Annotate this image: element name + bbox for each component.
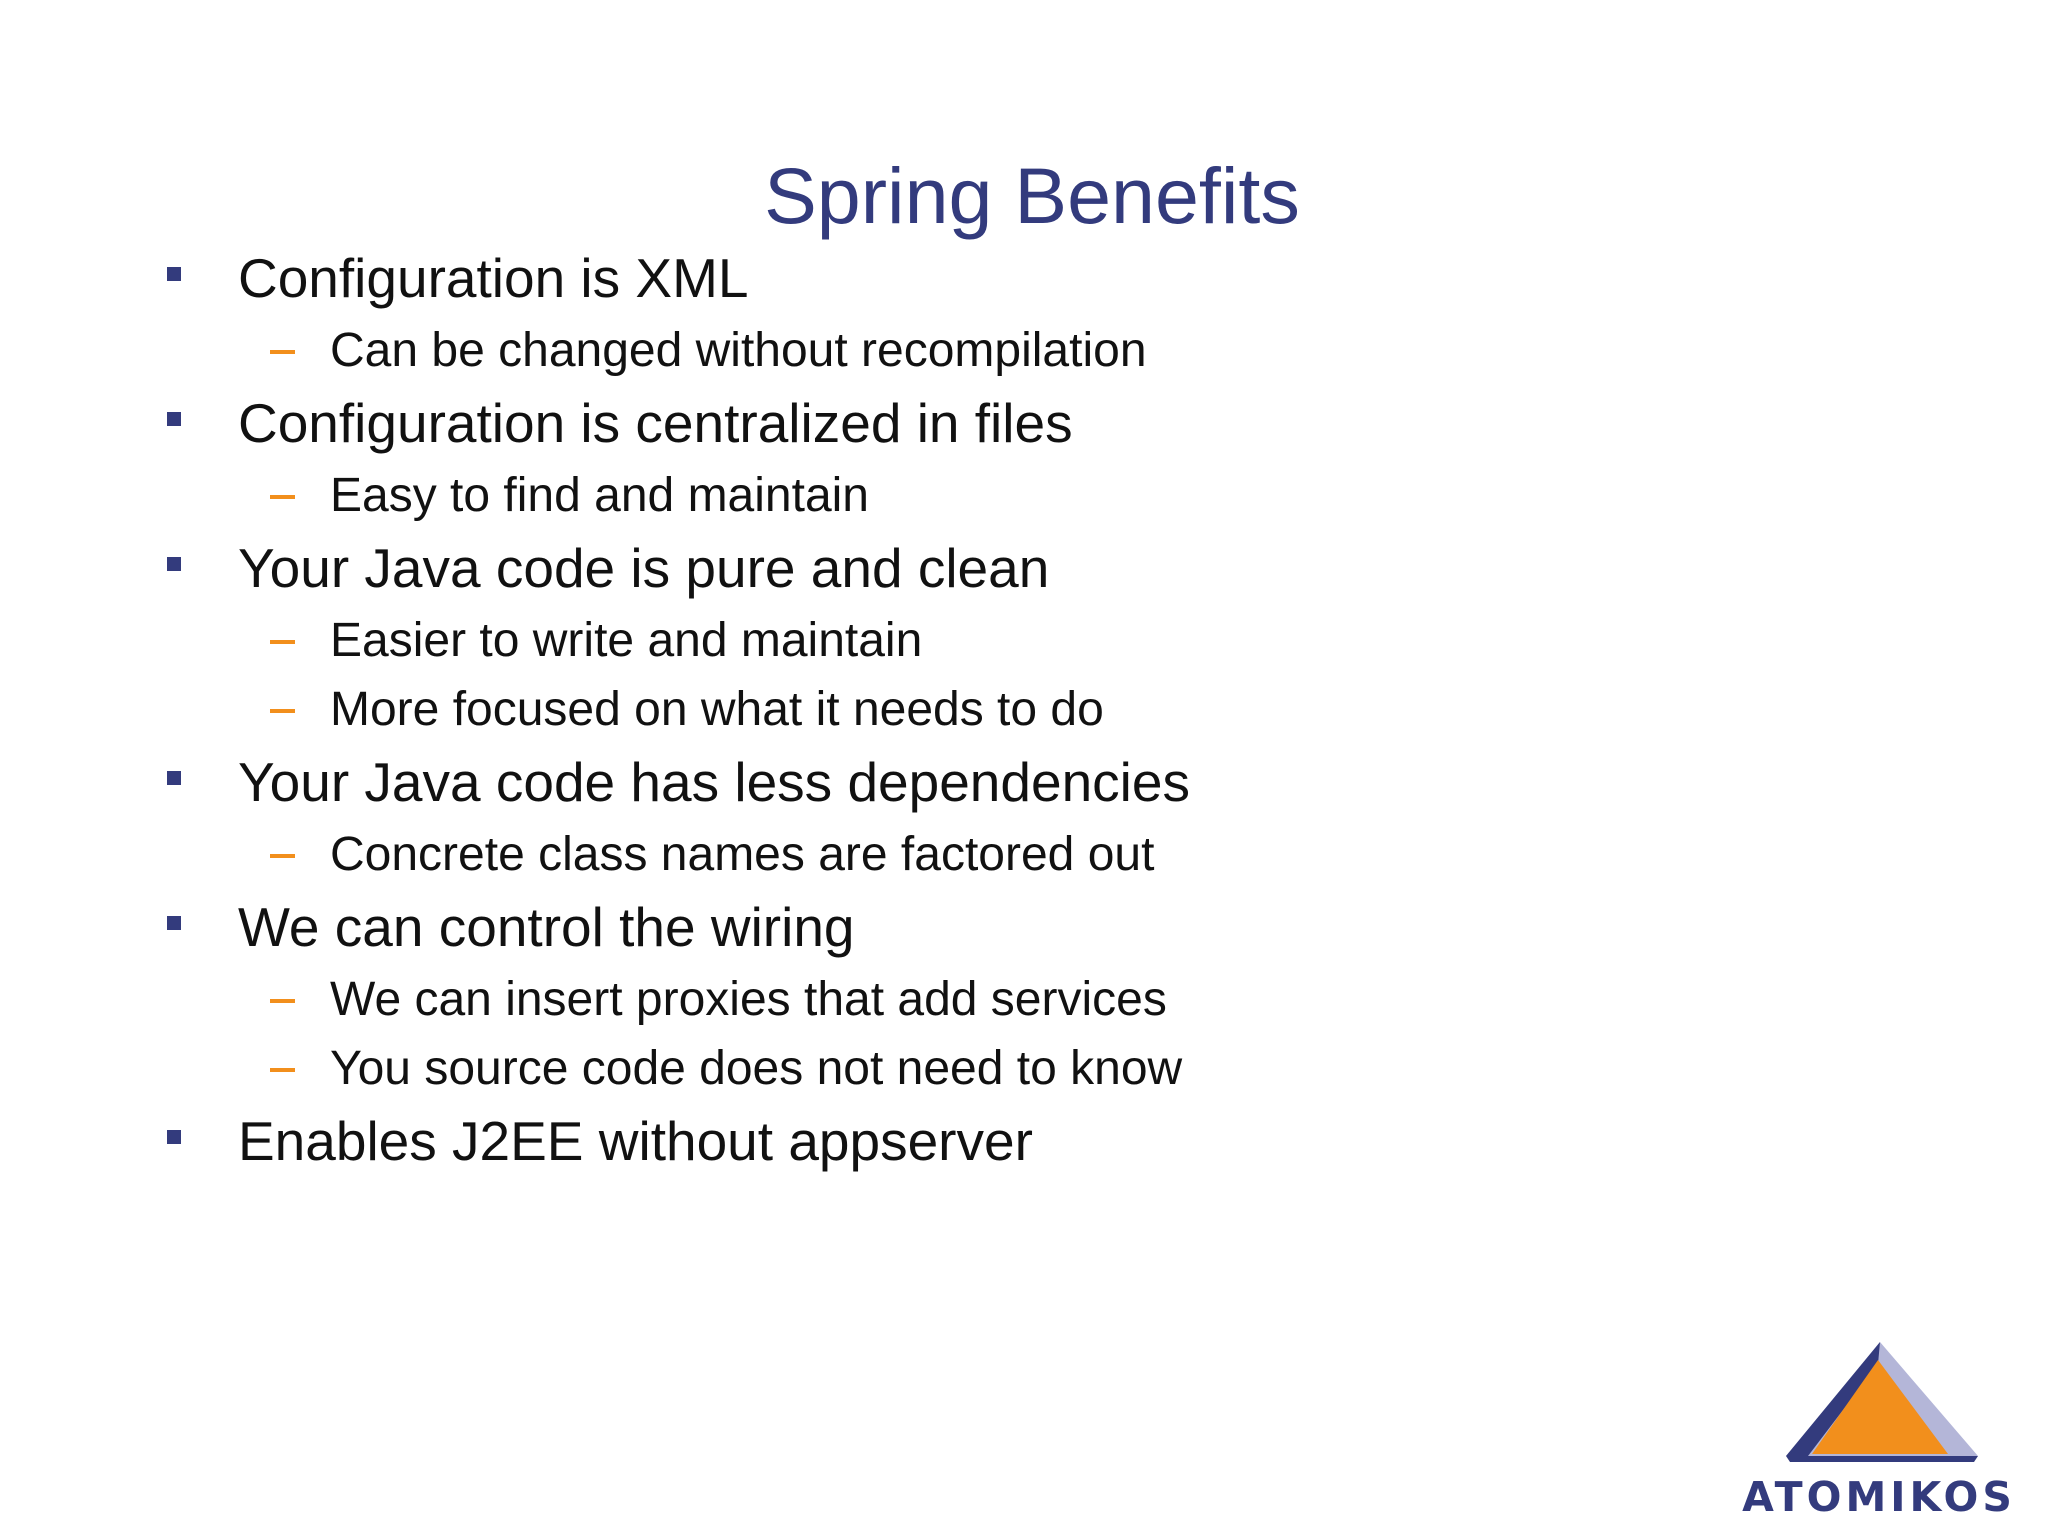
bullet-square-icon [167,916,181,930]
bullet-item: Configuration is centralized in files [238,392,1073,454]
bullet-square-icon [167,557,181,571]
sub-bullet-item: Concrete class names are factored out [330,828,1155,881]
dash-icon [270,1068,295,1072]
bullet-square-icon [167,412,181,426]
bullet-item: Enables J2EE without appserver [238,1110,1033,1172]
sub-bullet-item: More focused on what it needs to do [330,683,1104,736]
dash-icon [270,350,295,354]
sub-bullet-item: Can be changed without recompilation [330,324,1147,377]
bullet-item: Your Java code has less dependencies [238,751,1190,813]
bullet-square-icon [167,1130,181,1144]
dash-icon [270,854,295,858]
bullet-item: We can control the wiring [238,896,855,958]
bullet-square-icon [167,771,181,785]
sub-bullet-item: Easy to find and maintain [330,469,869,522]
sub-bullet-item: Easier to write and maintain [330,614,923,667]
atomikos-logo [1728,1330,2028,1530]
logo-wordmark: ATOMIKOS [1742,1473,2016,1521]
sub-bullet-item: You source code does not need to know [330,1042,1183,1095]
dash-icon [270,999,295,1003]
bullet-square-icon [167,267,181,281]
dash-icon [270,640,295,644]
bullet-item: Your Java code is pure and clean [238,537,1050,599]
sub-bullet-item: We can insert proxies that add services [330,973,1167,1026]
slide-title: Spring Benefits [764,151,1300,240]
dash-icon [270,709,295,713]
bullet-item: Configuration is XML [238,247,749,309]
atomikos-triangle-icon [1728,1330,2028,1480]
dash-icon [270,495,295,499]
